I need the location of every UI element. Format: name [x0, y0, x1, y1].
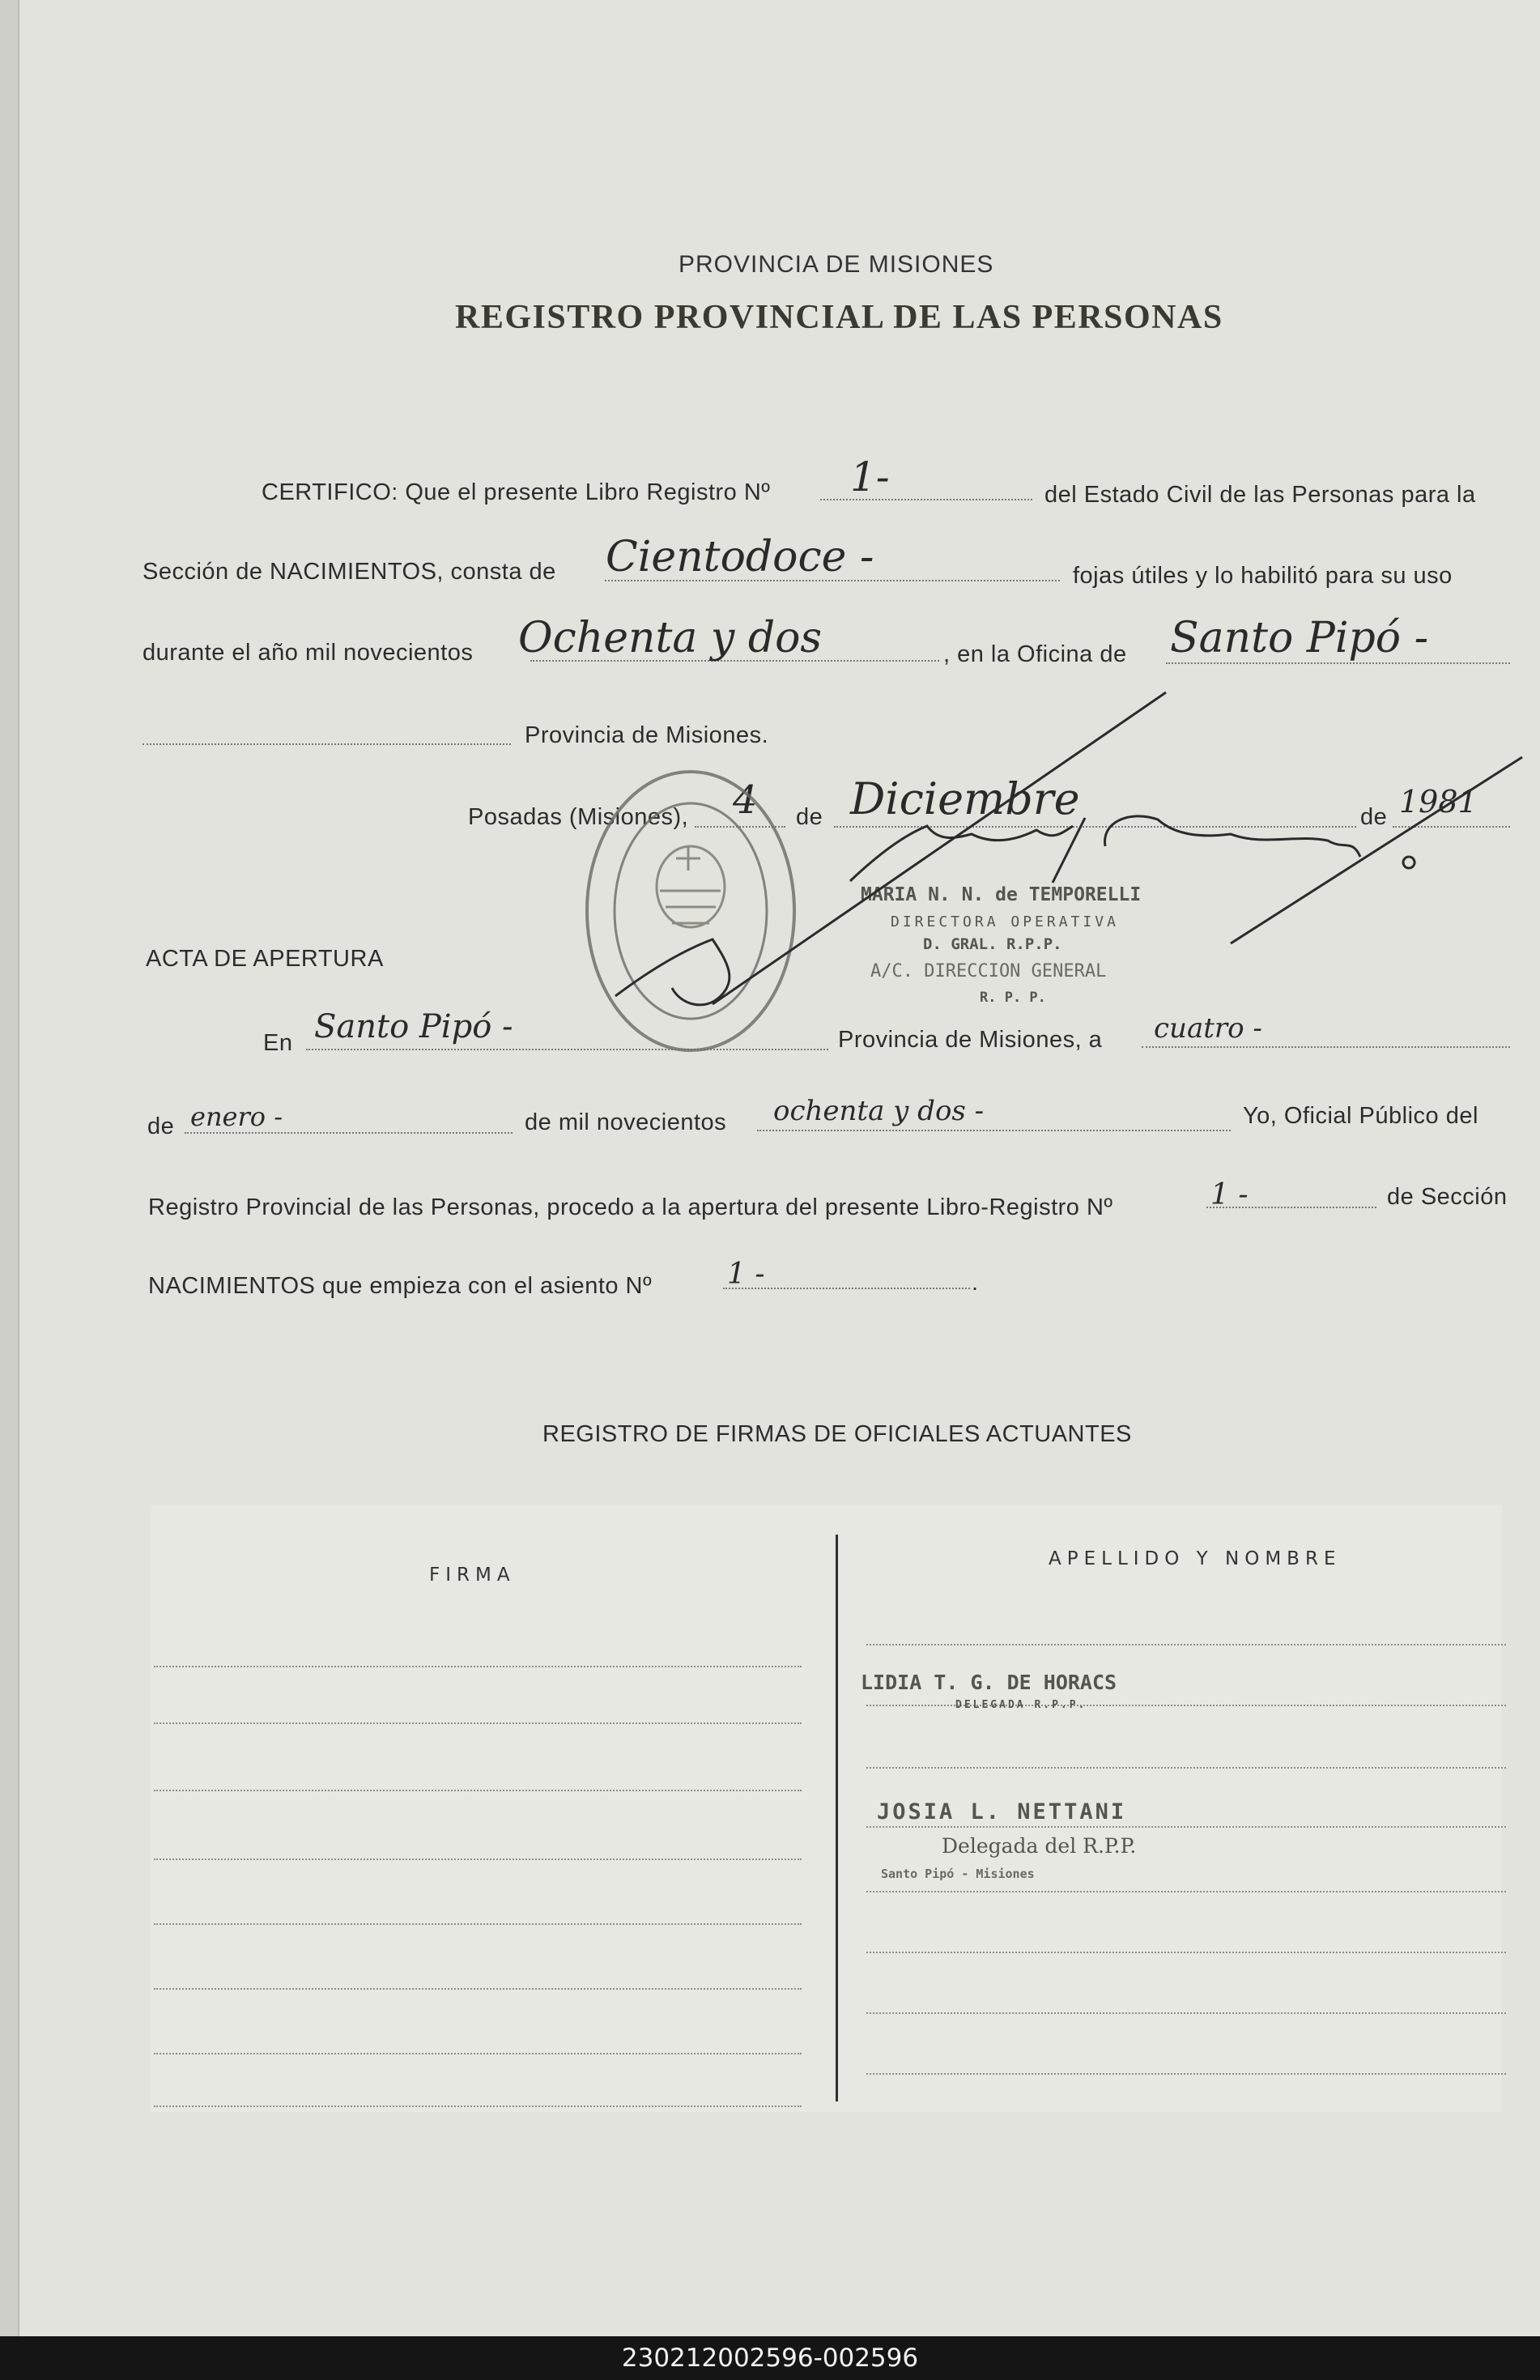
acta-title: ACTA DE APERTURA	[146, 946, 384, 972]
cert-year-handwritten: Ochenta y dos	[518, 614, 823, 662]
acta-lugar-handwritten: Santo Pipó -	[314, 1008, 513, 1045]
cert-line2-a: Sección de NACIMIENTOS, consta de	[143, 559, 556, 585]
acta-anio-handwritten: ochenta y dos -	[773, 1095, 985, 1127]
acta-l3-a: Registro Provincial de las Personas, procedo a la apertura del presente Libro-Registro Nº	[148, 1194, 1113, 1220]
acta-l2-b: de mil novecientos	[525, 1109, 727, 1135]
cert-fojas-handwritten: Cientodoce -	[606, 533, 874, 581]
province-heading: PROVINCIA DE MISIONES	[679, 251, 994, 278]
acta-libro-handwritten: 1 -	[1210, 1178, 1249, 1211]
cert-oficina-handwritten: Santo Pipó -	[1170, 614, 1429, 662]
acta-asiento-handwritten: 1 -	[727, 1258, 765, 1291]
signatures-divider	[836, 1535, 838, 2101]
cert-month-handwritten: Diciembre	[850, 773, 1080, 824]
acta-l2-a: de	[147, 1113, 175, 1139]
acta-l2-c: Yo, Oficial Público del	[1243, 1103, 1478, 1129]
firma-line	[154, 1988, 802, 1990]
nombre-line	[866, 1767, 1506, 1769]
cert-line1-a: CERTIFICO: Que el presente Libro Registro Nº	[262, 479, 771, 505]
director-role-stamp: DIRECTORA OPERATIVA	[891, 913, 1119, 930]
acta-signature	[615, 939, 730, 1005]
cert-date-a: Posadas (Misiones),	[468, 804, 689, 830]
cert-yearnum-handwritten: 1981	[1399, 784, 1478, 820]
delegate1-role-stamp: DELEGADA R.P.P.	[955, 1699, 1087, 1711]
cert-date-b: de	[796, 804, 823, 830]
acta-l1-a: En	[263, 1030, 293, 1056]
cert-line1-b: del Estado Civil de las Personas para la	[1044, 482, 1476, 508]
director-name-stamp: MARIA N. N. de TEMPORELLI	[861, 884, 1142, 905]
delegate2-name-stamp: JOSIA L. NETTANI	[877, 1799, 1127, 1824]
acta-l4-b: .	[972, 1270, 979, 1296]
director-dept3-stamp: R. P. P.	[980, 990, 1046, 1006]
acta-l1-b: Provincia de Misiones, a	[838, 1027, 1103, 1053]
nombre-line	[866, 2012, 1506, 2014]
director-dept2-stamp: A/C. DIRECCION GENERAL	[870, 961, 1107, 981]
cert-line3-a: durante el año mil novecientos	[143, 640, 474, 666]
firma-line	[154, 1858, 802, 1860]
column-apellido-nombre: APELLIDO Y NOMBRE	[1049, 1548, 1342, 1569]
cert-date-c: de	[1360, 804, 1388, 830]
director-signature	[713, 692, 1522, 1004]
official-oval-seal	[587, 772, 794, 1050]
cert-day-handwritten: 4	[733, 777, 758, 823]
delegate1-name-stamp: LIDIA T. G. DE HORACS	[861, 1671, 1117, 1694]
nombre-line	[866, 1644, 1506, 1646]
acta-dia-handwritten: cuatro -	[1154, 1012, 1262, 1045]
firma-line	[154, 1923, 802, 1925]
nombre-line	[866, 2073, 1506, 2075]
registry-title: REGISTRO PROVINCIAL DE LAS PERSONAS	[455, 299, 1223, 336]
firma-line	[154, 2105, 802, 2107]
director-dept1-stamp: D. GRAL. R.P.P.	[923, 935, 1062, 953]
firma-line	[154, 1790, 802, 1791]
column-firma: FIRMA	[429, 1565, 516, 1586]
acta-mes-handwritten: enero -	[190, 1101, 283, 1132]
acta-l4-a: NACIMIENTOS que empieza con el asiento Nº	[148, 1273, 653, 1299]
firma-line	[154, 1722, 802, 1724]
nombre-line	[866, 1952, 1506, 1953]
nombre-line	[866, 1826, 1506, 1828]
cert-line3-b: , en la Oficina de	[943, 641, 1127, 667]
firma-line	[154, 1666, 802, 1667]
delegate2-place-stamp: Santo Pipó - Misiones	[881, 1867, 1035, 1881]
signatures-panel	[150, 1505, 1502, 2112]
cert-line2-b: fojas útiles y lo habilitó para su uso	[1073, 563, 1453, 589]
delegate2-role-stamp: Delegada del R.P.P.	[942, 1834, 1137, 1858]
image-id-footer: 230212002596-002596	[0, 2336, 1540, 2380]
nombre-line	[866, 1891, 1506, 1893]
cert-line4: Provincia de Misiones.	[525, 722, 769, 748]
cert-libro-handwritten: 1-	[850, 453, 890, 500]
signatures-title: REGISTRO DE FIRMAS DE OFICIALES ACTUANTES	[542, 1421, 1132, 1447]
firma-line	[154, 2053, 802, 2054]
acta-l3-b: de Sección	[1387, 1184, 1508, 1210]
